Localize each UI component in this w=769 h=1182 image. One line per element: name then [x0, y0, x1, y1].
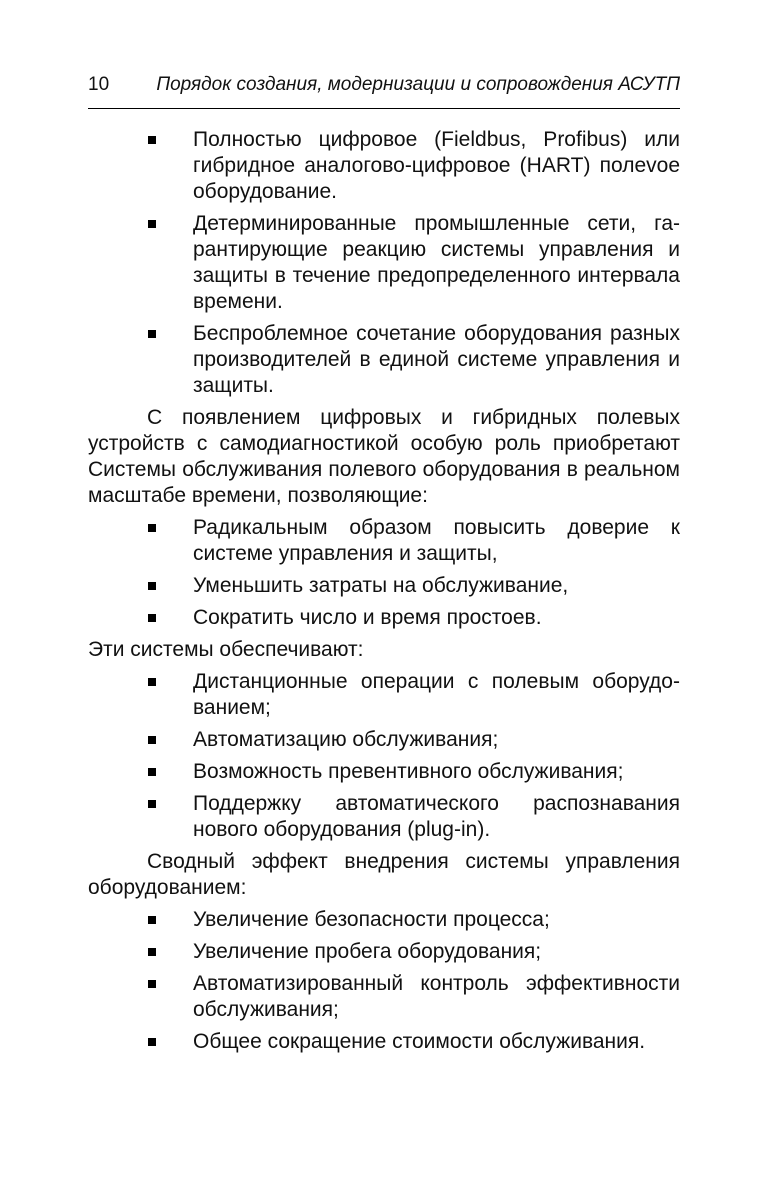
bullet-list-equipment [88, 127, 680, 399]
list-item-text: Детерминированные промышленные сети, гарантирующие реакцию системы управления и защиты в течение предопределенного интервала времени. [193, 212, 680, 313]
square-bullet-icon [148, 800, 156, 808]
running-title: Порядок создания, модернизации и сопровождения АСУТП [156, 74, 680, 95]
square-bullet-icon [148, 524, 156, 532]
page-header [88, 74, 680, 102]
page-number: 10 [88, 74, 110, 95]
list-item-text: Беспроблемное сочетание оборудования разных производителей в единой системе управления и защиты. [193, 322, 680, 397]
list-item-text: Поддержку автоматического распознавания нового оборудования (plug-in). [193, 792, 680, 841]
list-item-text: Увеличение безопасности процесса; [193, 908, 550, 931]
list-item [88, 669, 680, 721]
square-bullet-icon [148, 136, 156, 144]
list-item-text: Увеличение пробега оборудования; [193, 940, 542, 963]
list-item-text: Дистанционные операции с полевым оборудованием; [193, 670, 680, 719]
list-item [88, 727, 680, 753]
paragraph-effect: Сводный эффект внедрения системы управления оборудованием: [88, 850, 680, 899]
list-item [88, 907, 680, 933]
paragraph-intro: С появлением цифровых и гибридных полевых устройств с самодиагностикой особую роль приобретают Системы обслуживания полевого оборудования в реальном масштабе времени, позволяющие: [88, 406, 680, 507]
list-item-text: Общее сокращение стоимости обслуживания. [193, 1030, 646, 1053]
bullet-list-benefits [88, 515, 680, 631]
list-item [88, 759, 680, 785]
list-item [88, 573, 680, 599]
paragraph-systems: Эти системы обеспечивают: [88, 638, 364, 661]
square-bullet-icon [148, 614, 156, 622]
list-item [88, 515, 680, 567]
square-bullet-icon [148, 768, 156, 776]
square-bullet-icon [148, 582, 156, 590]
list-item [88, 791, 680, 843]
bullet-list-capabilities [88, 669, 680, 843]
list-item-text: Автоматизированный контроль эффективности обслуживания; [193, 972, 680, 1021]
list-item-text: Уменьшить затраты на обслуживание, [193, 574, 569, 597]
square-bullet-icon [148, 916, 156, 924]
square-bullet-icon [148, 980, 156, 988]
list-item [88, 971, 680, 1023]
list-item [88, 127, 680, 205]
bullet-list-effects [88, 907, 680, 1055]
list-item [88, 321, 680, 399]
list-item [88, 211, 680, 315]
list-item-text: Полностью цифровое (Fieldbus, Profibus) или гибридное аналогово-цифровое (HART) полеvое оборудование. [193, 128, 680, 203]
square-bullet-icon [148, 220, 156, 228]
list-item-text: Радикальным образом повысить доверие к системе управления и защиты, [193, 516, 680, 565]
list-item [88, 605, 680, 631]
page-body [88, 127, 680, 1061]
square-bullet-icon [148, 948, 156, 956]
list-item [88, 939, 680, 965]
list-item-text: Сократить число и время простоев. [193, 606, 542, 629]
header-rule [88, 108, 680, 109]
square-bullet-icon [148, 330, 156, 338]
square-bullet-icon [148, 678, 156, 686]
list-item-text: Автоматизацию обслуживания; [193, 728, 499, 751]
list-item-text: Возможность превентивного обслуживания; [193, 760, 624, 783]
square-bullet-icon [148, 1038, 156, 1046]
square-bullet-icon [148, 736, 156, 744]
list-item [88, 1029, 680, 1055]
